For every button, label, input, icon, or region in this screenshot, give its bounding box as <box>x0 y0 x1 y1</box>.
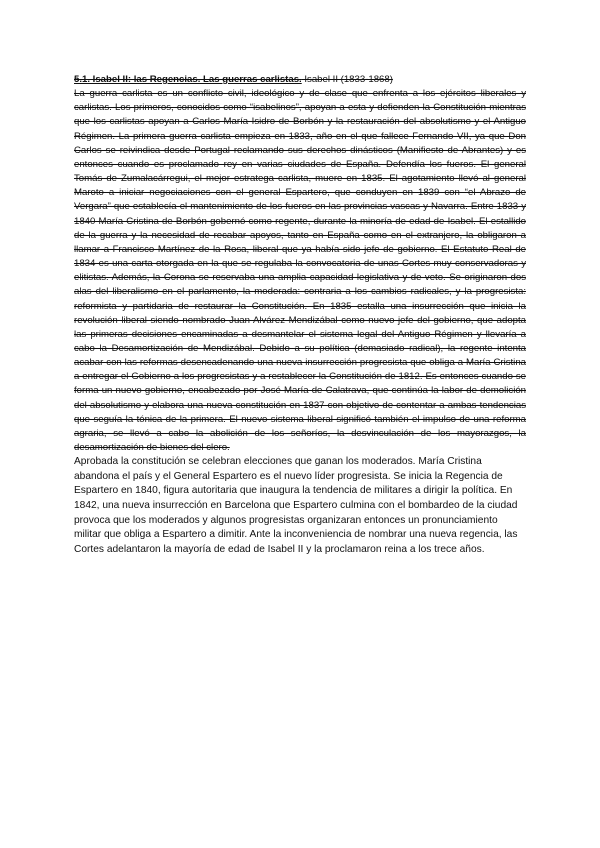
section-heading-tail: Isabel II (1833-1868) <box>301 74 393 85</box>
section-heading: 5.1. Isabel II: las Regencias. Las guerras carlistas. <box>74 74 302 85</box>
struck-body-text: La guerra carlista es un conflicto civil, ideológico y de clase que enfrenta a los ejércitos liberales y carlistas. Los primeros, conocidos como “isabelinos”, apoyan a esta y defienden la Constitución mientras que los carlistas apoyan a Carlos María Isidro de Borbón y la restauración del absolutismo y el Antiguo Régimen. La primera guerra carlista empieza en 1833, año en el que fallece Fernando VII, ya que Don Carlos se reivindica desde Portugal reclamando sus derechos dinásticos (Manifiesto de Abrantes) y es entonces cuando es proclamado rey en varias ciudades de España. Defendía los fueros. El general Tomás de Zumalacárregui, el mejor estratega carlista, muere en 1835. El agotamiento llevó al general Maroto a iniciar negociaciones con el general Espartero, que conduyen en 1839 con “el Abrazo de Vergara” que establecía el mantenimiento de los fueros en las provincias vascas y Navarra. Entre 1833 y 1840 María Cristina de Borbón gobernó como regente, durante la minoría de edad de Isabel. El estallido de la guerra y la necesidad de recabar apoyos, tanto en España como en el extranjero, la obligaron a llamar a Francisco Martínez de la Rosa, liberal que ya había sido jefe de gobierno. El Estatuto Real de 1834 es una carta otorgada en la que se regulaba la convocatoria de unas Cortes muy conservadoras y elitistas. Además, la Corona se reservaba una amplia capacidad legislativa y de veto. Se originaron dos alas del liberalismo en el parlamento, la moderada: contraria a los cambios radicales, y la progresista: reformista y partidaria de restaurar la Constitución. En 1835 estalla una insurrección que inicia la revolución liberal siendo nombrado Juan Alvárez Mendizábal como nuevo jefe del gobierno, que adopta las primeras decisiones encaminadas a desmantelar el sistema legal del Antiguo Régimen y llevaría a cabo la Desamortización de Mendizábal. Debido a su política (demasiado radical), la regente intenta acabar con las reformas desencadenando una nueva insurrección progresista que obliga a María Cristina a entregar el Gobierno a los progresistas y a restablecer la Constitución de 1812. Es entonces cuando se forma un nuevo gobierno, encabezado por José María de Calatrava, que continúa la labor de demolición del absolutismo y elabora una nueva constitución en 1837 con objetivo de contentar a ambas tendencias que seguía la tónica de la primera. El nuevo sistema liberal significó también el impulso de una reforma agraria, se llevó a cabo la abolición de los señoríos, la desvinculación de los mayorazgos, la desamortización de bienes del clero. <box>74 88 526 454</box>
body-paragraph: Aprobada la constitución se celebran elecciones que ganan los moderados. María Cristina abandona el país y el General Espartero es el nuevo líder progresista. Se inicia la Regencia de Espartero en 1840, figura autoritaria que inaugura la tendencia de militares a dirigir la política. En 1842, una nueva insurrección en Barcelona que Espartero culmina con el bombardeo de la ciudad provoca que los moderados y algunos progresistas organizaran entonces un pronunciamiento militar que obliga a Espartero a dimitir. Ante la inconveniencia de nombrar una nueva regencia, las Cortes adelantaron la mayoría de edad de Isabel II y la proclamaron reina a los trece años. <box>74 456 518 555</box>
struck-through-paragraph <box>74 73 526 455</box>
